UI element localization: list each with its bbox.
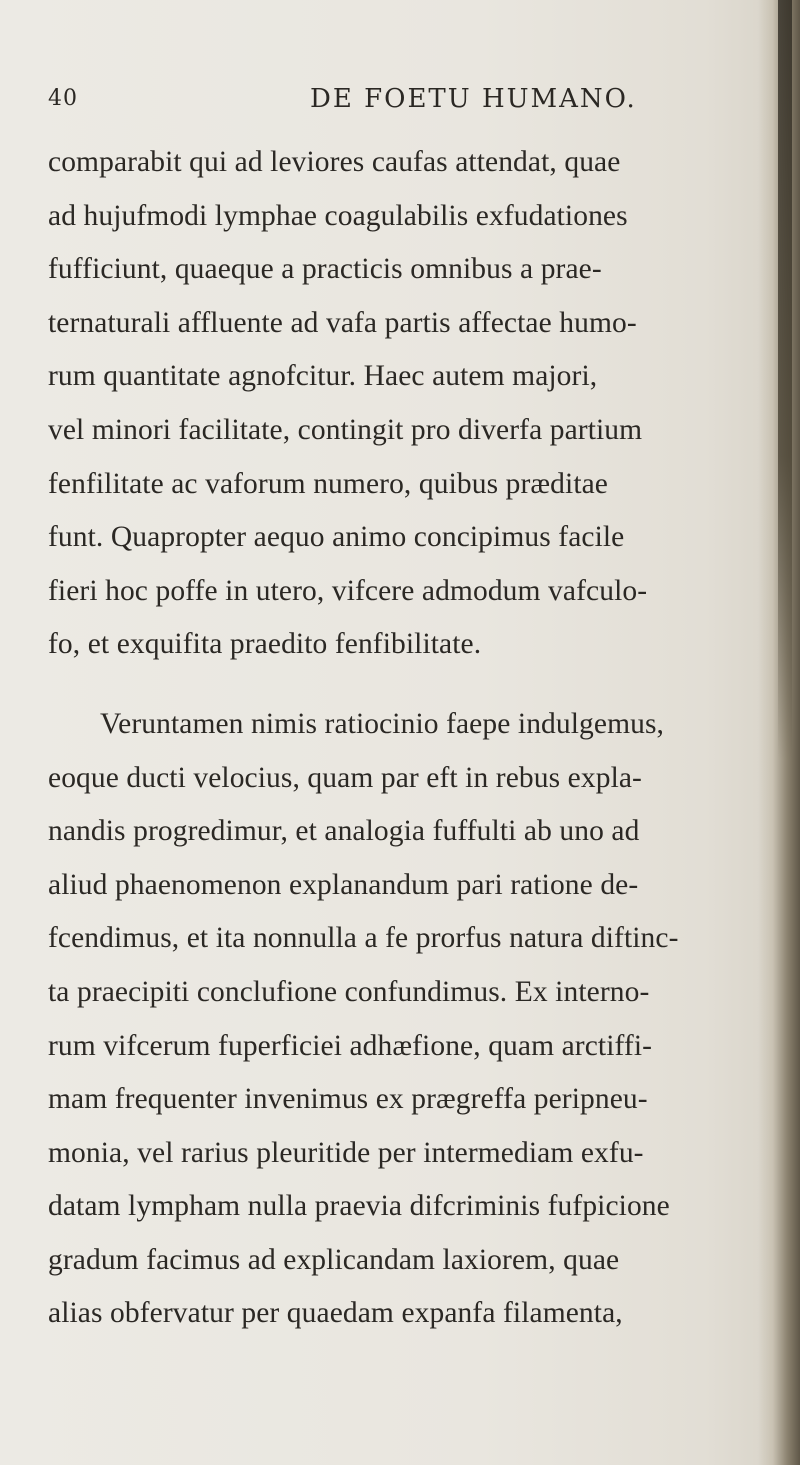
text-line: ternaturali affluente ad vafa partis affectae humo- — [48, 306, 637, 339]
text-line: mam frequenter invenimus ex prægreffa peripneu- — [48, 1083, 648, 1116]
paragraph-2 — [48, 698, 768, 1341]
text-line: fenfilitate ac vaforum numero, quibus præditae — [48, 467, 609, 500]
text-line: fo, et exquifita praedito fenfibilitate. — [48, 628, 482, 661]
page-header — [48, 84, 728, 124]
text-line: comparabit qui ad leviores caufas attendat, quae — [48, 146, 621, 178]
text-line: fcendimus, et ita nonnulla a fe prorfus natura diftinc- — [48, 922, 679, 955]
body-text — [48, 136, 768, 1341]
text-line: rum quantitate agnofcitur. Haec autem majori, — [48, 360, 598, 393]
paragraph-gap — [48, 672, 768, 698]
text-line: gradum facimus ad explicandam laxiorem, quae — [48, 1243, 620, 1276]
page-binding-shadow — [778, 0, 792, 760]
text-line: vel minori facilitate, contingit pro diverfa partium — [48, 413, 643, 446]
text-line: funt. Quapropter aequo animo concipimus facile — [48, 521, 625, 554]
text-line: eoque ducti velocius, quam par eft in rebus expla- — [48, 761, 642, 794]
page-number: 40 — [48, 86, 78, 111]
text-line: alias obfervatur per quaedam expanfa filamenta, — [48, 1297, 623, 1330]
paragraph-1 — [48, 136, 768, 672]
text-line: ta praecipiti conclufione confundimus. Ex interno- — [48, 975, 650, 1008]
text-line: fufficiunt, quaeque a practicis omnibus a prae- — [48, 253, 602, 286]
text-line: datam lympham nulla praevia difcriminis fufpicione — [48, 1190, 670, 1223]
text-line: nandis progredimur, et analogia fuffulti ab uno ad — [48, 815, 640, 848]
text-line: ad hujufmodi lymphae coagulabilis exfudationes — [48, 199, 628, 232]
text-line: Veruntamen nimis ratiocinio faepe indulgemus, — [100, 707, 665, 740]
text-line: fieri hoc poffe in utero, vifcere admodum vafculo- — [48, 574, 648, 607]
text-line: monia, vel rarius pleuritide per intermediam exfu- — [48, 1136, 644, 1169]
text-line: aliud phaenomenon explanandum pari ratione de- — [48, 868, 639, 901]
running-head: DE FOETU HUMANO. — [310, 84, 637, 114]
text-line: rum vifcerum fuperficiei adhæfione, quam arctiffi- — [48, 1029, 653, 1062]
